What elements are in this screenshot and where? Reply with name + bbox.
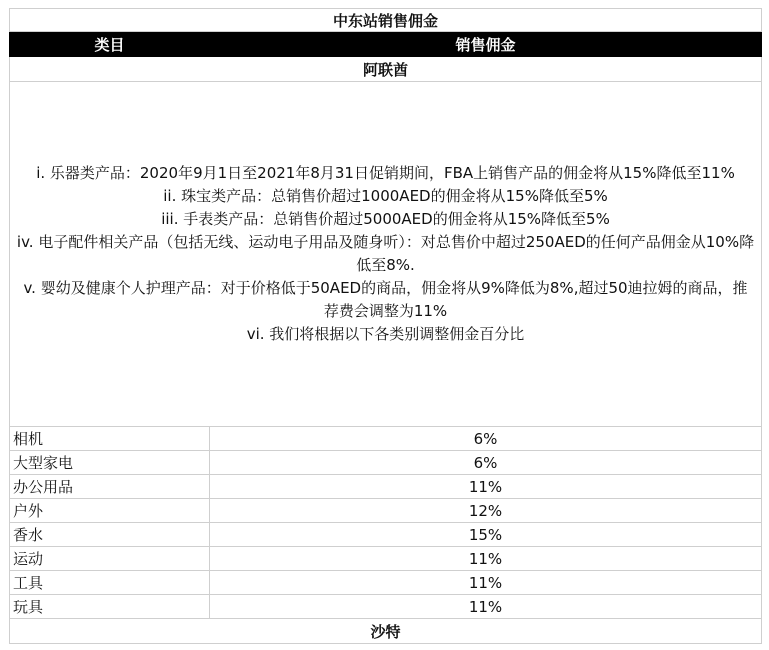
rate-category: 户外	[10, 499, 210, 523]
rate-row	[10, 427, 762, 451]
header-commission: 销售佣金	[210, 32, 762, 57]
rate-row	[10, 475, 762, 499]
note-item: v. 婴幼及健康个人护理产品：对于价格低于50AED的商品，佣金将从9%降低为8%,超过50迪拉姆的商品，推荐费会调整为11%	[23, 279, 748, 320]
rate-category: 大型家电	[10, 451, 210, 475]
note-item: iv. 电子配件相关产品（包括无线、运动电子用品及随身听）：对总售价中超过250AED的任何产品佣金从10%降低至8%.	[16, 233, 755, 274]
header-row	[10, 32, 762, 57]
rate-row	[10, 451, 762, 475]
note-item: iii. 手表类产品：总销售价超过5000AED的佣金将从15%降低至5%	[161, 210, 610, 228]
rate-category: 相机	[10, 427, 210, 451]
note-item: vi. 我们将根据以下各类别调整佣金百分比	[246, 325, 525, 343]
rate-value: 15%	[210, 523, 762, 547]
rate-row	[10, 571, 762, 595]
notes-cell	[10, 82, 762, 427]
region-title-uae: 阿联酋	[10, 57, 762, 82]
rate-category: 办公用品	[10, 475, 210, 499]
note-item: ii. 珠宝类产品：总销售价超过1000AED的佣金将从15%降低至5%	[163, 187, 608, 205]
sheet-title: 中东站销售佣金	[10, 9, 762, 32]
rate-category: 工具	[10, 571, 210, 595]
note-item: i. 乐器类产品：2020年9月1日至2021年8月31日促销期间，FBA上销售产品的佣金将从15%降低至11%	[36, 164, 735, 182]
region-title-saudi: 沙特	[10, 619, 762, 644]
rate-category: 玩具	[10, 595, 210, 619]
rate-value: 11%	[210, 571, 762, 595]
commission-sheet	[9, 8, 761, 644]
commission-table	[9, 8, 762, 644]
rate-category: 运动	[10, 547, 210, 571]
rate-value: 11%	[210, 547, 762, 571]
rate-row	[10, 595, 762, 619]
rate-value: 11%	[210, 475, 762, 499]
rate-value: 6%	[210, 427, 762, 451]
rate-row	[10, 547, 762, 571]
rate-value: 6%	[210, 451, 762, 475]
rate-row	[10, 523, 762, 547]
header-category: 类目	[10, 32, 210, 57]
rate-category: 香水	[10, 523, 210, 547]
rate-value: 12%	[210, 499, 762, 523]
rate-value: 11%	[210, 595, 762, 619]
rate-row	[10, 499, 762, 523]
